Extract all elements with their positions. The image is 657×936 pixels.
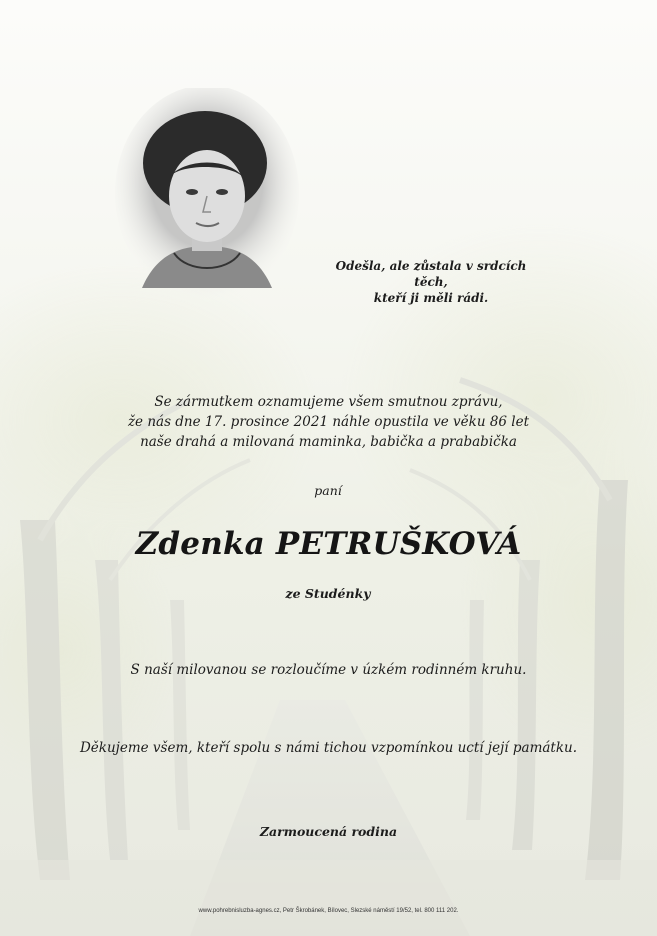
- announcement-line-3: naše drahá a milovaná maminka, babička a prababička: [140, 434, 517, 450]
- farewell-notice: S naší milovanou se rozloučíme v úzkém rodinném kruhu.: [130, 662, 527, 678]
- announcement-line-1: Se zármutkem oznamujeme všem smutnou zprávu,: [154, 394, 503, 410]
- family-signature: Zarmoucená rodina: [259, 824, 398, 839]
- thanks-note: Děkujeme všem, kteří spolu s námi tichou vzpomínkou uctí její památku.: [79, 740, 578, 756]
- portrait-icon: [112, 88, 302, 308]
- quote-line-2: kteří ji měli rádi.: [373, 291, 489, 305]
- deceased-name: Zdenka PETRUŠKOVÁ: [135, 526, 522, 562]
- funeral-service-footer: www.pohrebnisluzba-agnes.cz, Petr Škrobánek, Bílovec, Slezské náměstí 19/52, tel. 800 111 202.: [198, 908, 459, 914]
- honorific: paní: [314, 483, 342, 498]
- announcement-line-2: že nás dne 17. prosince 2021 náhle opustila ve věku 86 let: [127, 414, 530, 430]
- quote-line-1: Odešla, ale zůstala v srdcích těch,: [335, 259, 527, 289]
- announcement-text: [60, 392, 597, 452]
- origin-place: ze Studénky: [285, 586, 371, 601]
- memorial-quote: [318, 258, 544, 306]
- portrait-photo: [112, 88, 302, 308]
